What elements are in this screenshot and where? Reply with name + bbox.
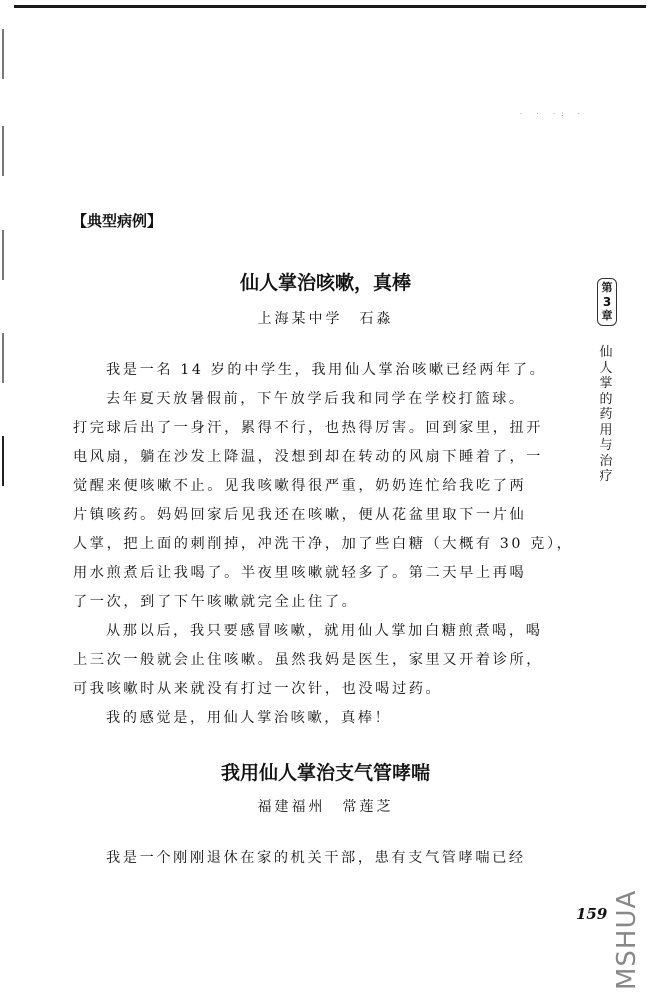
text-line: 觉醒来便咳嗽不止。见我咳嗽得很严重，奶奶连忙给我吃了两	[73, 478, 527, 494]
chapter-title-vertical: 仙人掌的药用与治疗	[599, 345, 613, 484]
article-title: 仙人掌治咳嗽，真棒	[239, 272, 411, 294]
article-title: 我用仙人掌治支气管哮喘	[220, 762, 430, 784]
text-line: 上三次一般就会止住咳嗽。虽然我妈是医生，家里又开着诊所，	[73, 652, 544, 668]
top-rule	[14, 5, 646, 8]
text-line: 我的感觉是，用仙人掌治咳嗽，真棒！	[106, 710, 392, 726]
text-line: 我是一名 14 岁的中学生，我用仙人掌治咳嗽已经两年了。	[106, 362, 547, 378]
text-line: 我是一个刚刚退休在家的机关干部，患有支气管哮喘已经	[106, 850, 526, 866]
text-line: 人掌，把上面的刺削掉，冲洗干净，加了些白糖（大概有 30 克），	[73, 536, 574, 552]
article-byline: 福建福州 常莲芝	[257, 799, 394, 815]
scan-edge-mark	[2, 126, 4, 176]
text-line: 了一次，到了下午咳嗽就完全止住了。	[73, 594, 359, 610]
chapter-number: 3	[602, 295, 612, 309]
text-line: 片镇咳药。妈妈回家后见我还在咳嗽，便从花盆里取下一片仙	[73, 507, 527, 523]
text-line: 用水煎煮后让我喝了。半夜里咳嗽就轻多了。第二天早上再喝	[73, 565, 527, 581]
scan-edge-mark	[2, 436, 4, 486]
text-line: 去年夏天放暑假前，下午放学后我和同学在学校打篮球。	[106, 391, 526, 407]
page-number: 159	[576, 905, 608, 923]
watermark: MSHUA	[612, 889, 642, 990]
chapter-tab	[597, 278, 617, 326]
chapter-suffix: 章	[601, 309, 613, 322]
scan-noise: · · ·: ·	[520, 110, 586, 118]
scan-edge-mark	[2, 333, 4, 383]
text-line: 可我咳嗽时从来就没有打过一次针，也没喝过药。	[73, 681, 443, 697]
article-byline: 上海某中学 石淼	[257, 311, 394, 327]
text-line: 从那以后，我只要感冒咳嗽，就用仙人掌加白糖煎煮喝，喝	[106, 623, 543, 639]
scan-edge-mark	[2, 29, 4, 79]
section-label: 【典型病例】	[72, 212, 163, 230]
text-line: 电风扇，躺在沙发上降温，没想到却在转动的风扇下睡着了，一	[73, 449, 544, 465]
chapter-prefix: 第	[601, 281, 613, 294]
text-line: 打完球后出了一身汗，累得不行，也热得厉害。回到家里，扭开	[73, 420, 544, 436]
